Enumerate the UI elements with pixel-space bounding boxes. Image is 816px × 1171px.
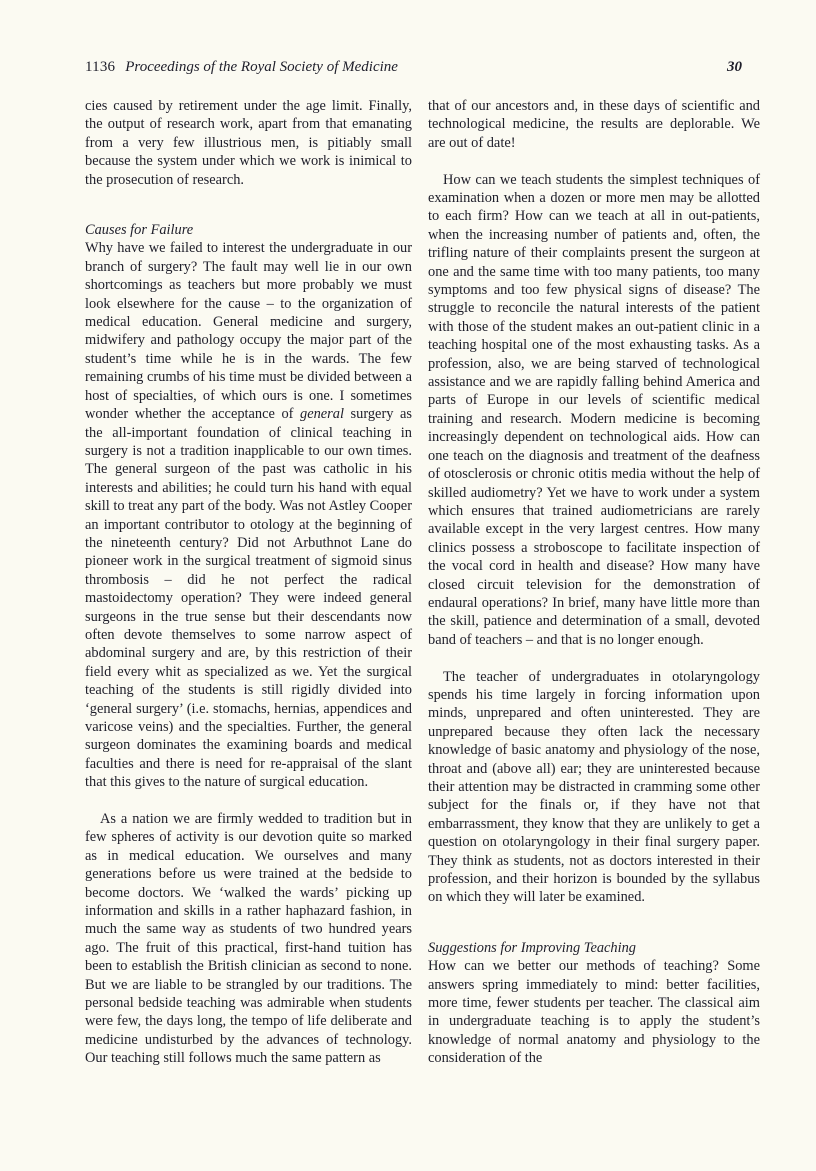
section-heading-causes-for-failure: Causes for Failure	[85, 222, 194, 239]
paragraph-teacher-of-undergraduates: The teacher of undergraduates in otolaryngology spends his time largely in forcing information upon minds, unprepared and often uninterested. They are unprepared because they often lack the necessary knowledge of basic anatomy and physiology of the nose, throat and (above all) ear; they are uninterested because their attention may be distracted in cramming some other subject for the finals or, if they have not that embarrassment, they know that they are unlikely to get a question on otolaryngology in their final surgery paper. They think as students, not as doctors interested in their profession, and their horizon is bounded by the syllabus on which they will later be examined.	[428, 668, 760, 906]
left-column	[85, 97, 412, 1068]
paragraph-ancestors-continuation: that of our ancestors and, in these days of scientific and technological medicine, the results are deplorable. We are out of date!	[428, 98, 760, 151]
paragraph-how-can-we-teach: How can we teach students the simplest techniques of examination when a dozen or more men may be allotted to each firm? How can we teach at all in out-patients, when the increasing number of patients and, often, the trifling nature of their complaints present the surgeon at one and the same time with too many patients, too many symptoms and too few physical signs of disease? The struggle to reconcile the natural interests of the patient with those of the student makes an out-patient clinic in a teaching hospital one of the most exhausting tasks. As a profession, also, we are being starved of technological assistance and we are rapidly falling behind America and parts of Europe in our levels of scientific medical training and research. Modern medicine is becoming increasingly dependent on technological aids. How can one teach on the diagnosis and treatment of the deafness of otosclerosis or chronic otitis media without the help of skilled audiometry? Yet we have to work under a system which ensures that trained audiometricians are rarely available except in the very largest centres. How many clinics possess a stroboscope to facilitate inspection of the vocal cord in health and disease? How many have closed circuit television for the demonstration of endaural operations? In brief, many have little more than the skill, patience and determination of a small, devoted band of teachers – and that is no longer enough.	[428, 171, 760, 648]
paragraph-causes-for-failure	[85, 239, 412, 791]
two-column-body	[85, 97, 760, 1068]
right-column	[428, 97, 760, 1068]
italic-word-general: general	[300, 406, 344, 423]
paragraph-text-before-italic: Why have we failed to interest the undergraduate in our branch of surgery? The fault may well lie in our own shortcomings as teachers but more probably we must look elsewhere for the cause – to the organization of medical education. General medicine and surgery, midwifery and pathology occupy the major part of the student’s time while he is in the wards. The few remaining crumbs of his time must be divided between a host of specialties, of which ours is one. I sometimes wonder whether the acceptance of	[85, 240, 412, 423]
header-left	[85, 58, 398, 77]
section-heading-suggestions-for-improving-teaching: Suggestions for Improving Teaching	[428, 939, 636, 956]
paragraph-better-methods: How can we better our methods of teaching? Some answers spring immediately to mind: better facilities, more time, fewer students per teacher. The classical aim in undergraduate teaching is to apply the student’s knowledge of normal anatomy and physiology to the consideration of the	[428, 958, 760, 1067]
paragraph-text-after-italic: surgery as the all-important foundation of clinical teaching in surgery is not a tradition inapplicable to our own times. The general surgeon of the past was catholic in his interests and abilities; he could turn his hand with equal skill to treat any part of the body. Was not Astley Cooper an important contributor to otology at the beginning of the nineteenth century? Did not Arbuthnot Lane do pioneer work in the surgical treatment of sigmoid sinus thrombosis – did he not perfect the radical mastoidectomy operation? They were indeed general surgeons in the true sense but their descendants now often devote themselves to some narrow aspect of abdominal surgery and are, by this restriction of their field every whit as specialized as we. Yet the surgical teaching of the students is still rigidly divided into ‘general surgery’ (i.e. stomachs, hernias, appendices and varicose veins) and the specialties. Further, the general surgeon dominates the examining boards and medical faculties and there is need for re-appraisal of the slant that this gives to the nature of surgical education.	[85, 406, 412, 791]
header-page-number: 30	[727, 59, 742, 75]
paragraph-wedded-to-tradition: As a nation we are firmly wedded to tradition but in few spheres of activity is our devotion quite so marked as in medical education. We ourselves and many generations before us were trained at the bedside to become doctors. We ‘walked the wards’ picking up information and skills in a rather haphazard fashion, in much the same way as students of two hundred years ago. The fruit of this practical, first-hand tuition has been to establish the British clinician as second to none. But we are liable to be strangled by our traditions. The personal bedside teaching was admirable when students were few, the days long, the tempo of life deliberate and medicine undisturbed by the advances of technology. Our teaching still follows much the same pattern as	[85, 811, 412, 1067]
paragraph-research-continuation: cies caused by retirement under the age limit. Finally, the output of research work, apart from that emanating from a very few illustrious men, is pitiably small because the system under which we work is inimical to the prosecution of research.	[85, 98, 412, 188]
page-header	[85, 58, 760, 77]
journal-title: Proceedings of the Royal Society of Medicine	[125, 59, 398, 75]
page-folio: 1136	[85, 59, 116, 75]
